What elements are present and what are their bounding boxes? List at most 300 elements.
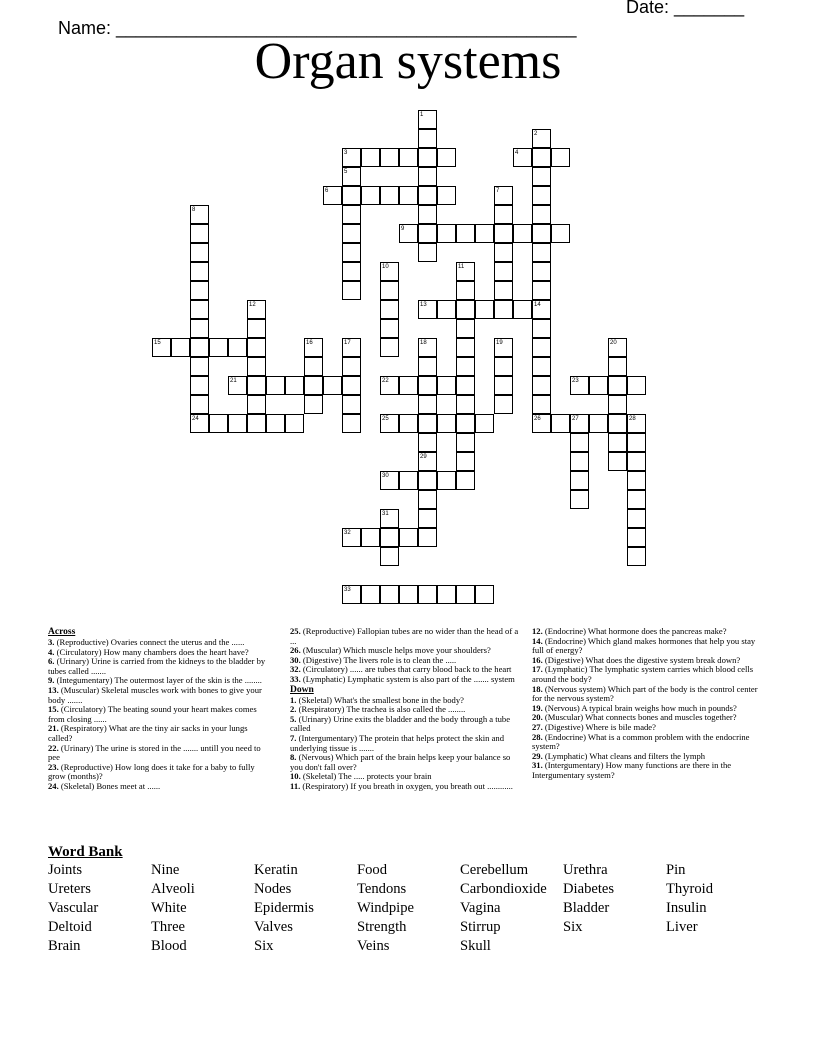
crossword-cell[interactable] xyxy=(494,376,513,395)
word-bank-word: Liver xyxy=(666,919,698,935)
clue-number: 26 xyxy=(534,415,541,422)
clue-number: 32 xyxy=(344,529,351,536)
crossword-cell[interactable] xyxy=(418,167,437,186)
crossword-cell[interactable] xyxy=(342,205,361,224)
crossword-cell[interactable] xyxy=(361,148,380,167)
crossword-cell[interactable] xyxy=(190,300,209,319)
crossword-cell[interactable] xyxy=(532,319,551,338)
clue-text: (Integumentary) The outermost layer of the skin is the ........ xyxy=(56,675,262,686)
clue-text: (Circulatory) ...... are tubes that carry blood back to the heart xyxy=(302,664,512,675)
crossword-cell[interactable] xyxy=(418,509,437,528)
crossword-cell[interactable] xyxy=(209,414,228,433)
crossword-cell[interactable] xyxy=(266,376,285,395)
clue-text: (Reproductive) Fallopian tubes are no wider than the head of a ... xyxy=(290,626,519,646)
crossword-cell[interactable] xyxy=(209,338,228,357)
clue-text: (Circulatory) The beating sound your heart makes comes from closing ...... xyxy=(48,704,257,724)
crossword-cell[interactable] xyxy=(418,357,437,376)
clue-text: (Skeletal) The ..... protects your brain xyxy=(302,771,432,782)
crossword-cell[interactable] xyxy=(228,414,247,433)
crossword-cell[interactable] xyxy=(247,319,266,338)
clue-text: (Respiratory) What are the tiny air sacks in your lungs called? xyxy=(48,723,248,743)
clue xyxy=(48,744,272,763)
crossword-cell[interactable] xyxy=(627,528,646,547)
crossword-cell[interactable] xyxy=(532,338,551,357)
clue-number: 21 xyxy=(230,377,237,384)
clue-number: 25 xyxy=(382,415,389,422)
crossword-cell[interactable] xyxy=(418,585,437,604)
clue-number-label: 17. xyxy=(532,664,545,675)
clue-number-label: 2. xyxy=(290,704,299,715)
clue-number-label: 9. xyxy=(48,675,57,686)
clue-number: 33 xyxy=(344,586,351,593)
word-bank-title: Word Bank xyxy=(48,844,123,860)
clue-number: 18 xyxy=(420,339,427,346)
clue-text: (Skeletal) What's the smallest bone in the body? xyxy=(298,694,464,705)
clue-number-label: 24. xyxy=(48,780,61,791)
crossword-cell[interactable] xyxy=(532,243,551,262)
crossword-cell[interactable] xyxy=(380,338,399,357)
word-bank-word: Six xyxy=(254,938,274,954)
word-bank-column xyxy=(563,861,614,937)
clue-number-label: 22. xyxy=(48,742,61,753)
clue-heading: Across xyxy=(48,627,76,637)
crossword-cell[interactable] xyxy=(304,395,323,414)
clue-number-label: 20. xyxy=(532,712,545,723)
clue-number: 10 xyxy=(382,263,389,270)
clue xyxy=(532,733,758,752)
clue xyxy=(532,665,758,684)
crossword-cell[interactable] xyxy=(456,452,475,471)
crossword-cell[interactable] xyxy=(418,205,437,224)
clue-text: (Reproductive) Ovaries connect the uterus and the ...... xyxy=(56,637,245,647)
crossword-cell[interactable] xyxy=(418,224,437,243)
crossword-cell[interactable] xyxy=(494,300,513,319)
word-bank-word: Carbondioxide xyxy=(460,881,547,897)
crossword-cell[interactable] xyxy=(361,585,380,604)
clue-number-label: 23. xyxy=(48,761,61,772)
crossword-cell[interactable] xyxy=(570,490,589,509)
crossword-cell[interactable] xyxy=(342,376,361,395)
word-bank-word: Nodes xyxy=(254,881,292,897)
crossword-cell[interactable] xyxy=(437,471,456,490)
clue-text: (Skeletal) Bones meet at ...... xyxy=(60,780,161,791)
crossword-cell[interactable] xyxy=(399,528,418,547)
crossword-cell[interactable] xyxy=(190,395,209,414)
crossword-cell[interactable] xyxy=(570,471,589,490)
clue-number: 24 xyxy=(192,415,199,422)
clue-number: 12 xyxy=(249,301,256,308)
crossword-cell[interactable] xyxy=(437,585,456,604)
word-bank-word: Pin xyxy=(666,862,686,878)
word-bank-word: Six xyxy=(563,919,583,935)
crossword-cell[interactable] xyxy=(399,376,418,395)
crossword-cell[interactable] xyxy=(418,148,437,167)
clue-text: (Muscular) Skeletal muscles work with bones to give your body ....... xyxy=(48,684,262,705)
crossword-cell[interactable] xyxy=(247,414,266,433)
crossword-cell[interactable] xyxy=(475,224,494,243)
word-bank-word: Insulin xyxy=(666,900,707,916)
crossword-cell[interactable] xyxy=(456,414,475,433)
crossword-cell[interactable] xyxy=(342,243,361,262)
page-title: Organ systems xyxy=(254,33,562,90)
crossword-cell[interactable] xyxy=(494,224,513,243)
clue-number: 17 xyxy=(344,339,351,346)
crossword-cell[interactable] xyxy=(418,395,437,414)
crossword-cell[interactable] xyxy=(551,414,570,433)
crossword-cell[interactable] xyxy=(608,395,627,414)
crossword-cell[interactable] xyxy=(190,338,209,357)
clue xyxy=(48,686,272,705)
crossword-cell[interactable] xyxy=(551,148,570,167)
clue-number-label: 14. xyxy=(532,635,545,646)
clue-number-label: 7. xyxy=(290,732,299,743)
clue xyxy=(290,675,520,685)
crossword-cell[interactable] xyxy=(285,414,304,433)
crossword-cell[interactable] xyxy=(532,186,551,205)
crossword-cell[interactable] xyxy=(532,148,551,167)
crossword-cell[interactable] xyxy=(627,376,646,395)
crossword-cell[interactable] xyxy=(380,281,399,300)
clue-number: 23 xyxy=(572,377,579,384)
clue-number-label: 32. xyxy=(290,664,303,675)
clue-number-label: 31. xyxy=(532,760,545,771)
clue-heading: Down xyxy=(290,684,314,695)
word-bank-word: Vascular xyxy=(48,900,99,916)
crossword-cell[interactable] xyxy=(456,395,475,414)
clue-text: (Endocrine) What is a common problem with the endocrine system? xyxy=(532,731,750,752)
crossword-cell[interactable] xyxy=(418,528,437,547)
clue xyxy=(290,715,520,734)
crossword-cell[interactable] xyxy=(456,319,475,338)
crossword-cell[interactable] xyxy=(342,186,361,205)
crossword-cell[interactable] xyxy=(437,148,456,167)
clue-number: 1 xyxy=(420,111,424,118)
crossword-cell[interactable] xyxy=(285,376,304,395)
clues-column-3 xyxy=(532,627,758,781)
word-bank-word: Food xyxy=(357,862,388,878)
crossword-cell[interactable] xyxy=(627,490,646,509)
clue-number-label: 13. xyxy=(48,684,61,695)
crossword-cell[interactable] xyxy=(323,376,342,395)
clue-text: (Urinary) Urine exits the bladder and the body through a tube called xyxy=(290,713,511,734)
clue-number-label: 30. xyxy=(290,654,303,665)
crossword-cell[interactable] xyxy=(532,281,551,300)
clue-number: 19 xyxy=(496,339,503,346)
word-bank-word: White xyxy=(151,900,187,916)
crossword-cell[interactable] xyxy=(380,528,399,547)
clue-number-label: 26. xyxy=(290,645,303,656)
crossword-cell[interactable] xyxy=(532,357,551,376)
word-bank-word: Urethra xyxy=(563,862,608,878)
crossword-cell[interactable] xyxy=(418,490,437,509)
crossword-cell[interactable] xyxy=(456,585,475,604)
crossword-cell[interactable] xyxy=(380,547,399,566)
crossword-cell[interactable] xyxy=(532,224,551,243)
clue-number: 27 xyxy=(572,415,579,422)
crossword-cell[interactable] xyxy=(532,167,551,186)
clue-number: 9 xyxy=(401,225,405,232)
crossword-cell[interactable] xyxy=(456,224,475,243)
word-bank-word: Diabetes xyxy=(563,881,615,897)
crossword-cell[interactable] xyxy=(475,414,494,433)
clue-number-label: 16. xyxy=(532,654,545,665)
clue-text: (Urinary) The urine is stored in the ....... untill you need to pee xyxy=(48,742,261,763)
clue xyxy=(532,685,758,704)
crossword-cell[interactable] xyxy=(380,319,399,338)
clue xyxy=(48,657,272,676)
crossword-cell[interactable] xyxy=(570,433,589,452)
crossword-cell[interactable] xyxy=(190,243,209,262)
clue-number: 15 xyxy=(154,339,161,346)
crossword-cell[interactable] xyxy=(190,224,209,243)
crossword-cell[interactable] xyxy=(532,205,551,224)
clue-number-label: 10. xyxy=(290,771,303,782)
crossword-cell[interactable] xyxy=(380,585,399,604)
crossword-cell[interactable] xyxy=(190,319,209,338)
crossword-cell[interactable] xyxy=(437,300,456,319)
clue-number-label: 5. xyxy=(290,713,299,724)
word-bank-word: Blood xyxy=(151,938,187,954)
crossword-cell[interactable] xyxy=(608,357,627,376)
word-bank-word: Valves xyxy=(254,919,293,935)
clue-text: (Urinary) Urine is carried from the kidneys to the bladder by tubes called ....... xyxy=(48,656,266,676)
crossword-cell[interactable] xyxy=(418,433,437,452)
crossword-cell[interactable] xyxy=(228,338,247,357)
crossword-cell[interactable] xyxy=(418,376,437,395)
word-bank-column xyxy=(48,861,98,956)
clue-text: (Nervous system) Which part of the body is the control center for the nervous system? xyxy=(532,683,758,704)
clue-number: 16 xyxy=(306,339,313,346)
crossword-cell[interactable] xyxy=(380,186,399,205)
word-bank-word: Vagina xyxy=(460,900,501,916)
word-bank-column xyxy=(357,861,414,956)
clue-text: (Reproductive) How long does it take for a baby to fully grow (months)? xyxy=(48,761,255,782)
clue-number: 28 xyxy=(629,415,636,422)
word-bank-word: Alveoli xyxy=(151,881,195,897)
word-bank-word: Windpipe xyxy=(357,900,414,916)
word-bank-word: Skull xyxy=(460,938,491,954)
word-bank-word: Joints xyxy=(48,862,83,878)
crossword-cell[interactable] xyxy=(418,243,437,262)
crossword-cell[interactable] xyxy=(570,452,589,471)
crossword-cell[interactable] xyxy=(456,433,475,452)
crossword-cell[interactable] xyxy=(494,357,513,376)
crossword-cell[interactable] xyxy=(190,262,209,281)
clue-text: (Digestive) The livers role is to clean the ..... xyxy=(302,654,457,665)
clue-number-label: 11. xyxy=(290,780,303,791)
crossword-cell[interactable] xyxy=(513,300,532,319)
crossword-cell[interactable] xyxy=(627,471,646,490)
clue xyxy=(48,782,272,792)
crossword-cell[interactable] xyxy=(342,262,361,281)
clue-number: 7 xyxy=(496,187,500,194)
word-bank-word: Deltoid xyxy=(48,919,92,935)
crossword-cell[interactable] xyxy=(342,224,361,243)
clue-number: 30 xyxy=(382,472,389,479)
crossword-cell[interactable] xyxy=(247,395,266,414)
crossword-cell[interactable] xyxy=(418,186,437,205)
clue-number-label: 25. xyxy=(290,626,303,636)
crossword-cell[interactable] xyxy=(247,357,266,376)
crossword-cell[interactable] xyxy=(551,224,570,243)
clue-number-label: 8. xyxy=(290,752,299,763)
clue xyxy=(290,734,520,753)
crossword-cell[interactable] xyxy=(342,414,361,433)
clue-text: (Endocrine) Which gland makes hormones that help you stay full of energy? xyxy=(532,635,756,656)
clue-text: (Lymphatic) The lymphatic system carries which blood cells around the body? xyxy=(532,664,754,684)
word-bank-column xyxy=(151,861,195,956)
crossword-cell[interactable] xyxy=(608,452,627,471)
clue-number-label: 6. xyxy=(48,656,57,667)
clue xyxy=(532,637,758,656)
crossword-cell[interactable] xyxy=(190,357,209,376)
crossword-cell[interactable] xyxy=(190,376,209,395)
date-field[interactable]: Date: _______ xyxy=(626,0,745,17)
clue-text: (Lymphatic) Lymphatic system is also part of the ....... system xyxy=(302,673,515,684)
clue-text: (Endocrine) What hormone does the pancreas make? xyxy=(544,626,727,636)
clue-number: 6 xyxy=(325,187,329,194)
crossword-cell[interactable] xyxy=(475,585,494,604)
word-bank-column xyxy=(254,861,314,956)
clue-number-label: 4. xyxy=(48,646,57,657)
crossword-cell[interactable] xyxy=(437,224,456,243)
clue-number-label: 28. xyxy=(532,731,545,742)
crossword-cell[interactable] xyxy=(608,433,627,452)
crossword-cell[interactable] xyxy=(627,452,646,471)
clue xyxy=(48,724,272,743)
clue-number-label: 21. xyxy=(48,723,61,734)
crossword-cell[interactable] xyxy=(342,281,361,300)
crossword-cell[interactable] xyxy=(247,338,266,357)
clue-number: 2 xyxy=(534,130,538,137)
name-field[interactable]: Name: ______________________________________________ xyxy=(58,18,577,38)
crossword-cell[interactable] xyxy=(494,395,513,414)
crossword-cell[interactable] xyxy=(361,528,380,547)
clue xyxy=(290,753,520,772)
crossword-cell[interactable] xyxy=(171,338,190,357)
clue-number-label: 15. xyxy=(48,704,61,715)
word-bank-word: Bladder xyxy=(563,900,610,916)
crossword-cell[interactable] xyxy=(418,129,437,148)
clue-text: (Lymphatic) What cleans and filters the lymph xyxy=(544,750,706,761)
crossword-cell[interactable] xyxy=(494,262,513,281)
word-bank-word: Three xyxy=(151,919,186,935)
clue-number-label: 1. xyxy=(290,694,299,705)
clue-number-label: 19. xyxy=(532,702,545,713)
word-bank-word: Tendons xyxy=(357,881,407,897)
clue-number: 3 xyxy=(344,149,348,156)
clue-text: (Respiratory) The trachea is also called the ........ xyxy=(298,704,466,715)
clue-number-label: 3. xyxy=(48,637,57,647)
clue-number: 13 xyxy=(420,301,427,308)
word-bank-word: Stirrup xyxy=(460,919,501,935)
crossword-cell[interactable] xyxy=(589,414,608,433)
clue-number: 5 xyxy=(344,168,348,175)
crossword-cell[interactable] xyxy=(456,357,475,376)
crossword-cell[interactable] xyxy=(627,509,646,528)
crossword-cell[interactable] xyxy=(380,148,399,167)
crossword-cell[interactable] xyxy=(456,281,475,300)
clue-number-label: 29. xyxy=(532,750,545,761)
crossword-cell[interactable] xyxy=(532,262,551,281)
clue xyxy=(290,782,520,792)
word-bank-word: Epidermis xyxy=(254,900,314,916)
word-bank-word: Keratin xyxy=(254,862,298,878)
crossword-cell[interactable] xyxy=(380,300,399,319)
crossword-cell[interactable] xyxy=(418,414,437,433)
crossword-cell[interactable] xyxy=(399,585,418,604)
crossword-cell[interactable] xyxy=(437,414,456,433)
crossword-cell[interactable] xyxy=(456,376,475,395)
word-bank-word: Ureters xyxy=(48,881,91,897)
crossword-cell[interactable] xyxy=(437,186,456,205)
word-bank-word: Brain xyxy=(48,938,81,954)
crossword-cell[interactable] xyxy=(513,224,532,243)
word-bank-word: Thyroid xyxy=(666,881,714,897)
crossword-cell[interactable] xyxy=(304,376,323,395)
clue-number: 4 xyxy=(515,149,519,156)
clue-text: (Circulatory) How many chambers does the heart have? xyxy=(56,646,249,657)
crossword-cell[interactable] xyxy=(627,433,646,452)
clue-text: (Digestive) Where is bile made? xyxy=(544,721,656,732)
crossword-cell[interactable] xyxy=(456,300,475,319)
crossword-cell[interactable] xyxy=(342,357,361,376)
crossword-cell[interactable] xyxy=(608,376,627,395)
clue-text: (Intergumentary) How many functions are there in the Intergumentary system? xyxy=(532,760,732,780)
clue-number-label: 18. xyxy=(532,683,545,694)
crossword-cell[interactable] xyxy=(456,338,475,357)
crossword-cell[interactable] xyxy=(399,186,418,205)
clue xyxy=(48,763,272,782)
crossword-cell[interactable] xyxy=(627,547,646,566)
crossword-cell[interactable] xyxy=(399,471,418,490)
crossword-cell[interactable] xyxy=(247,376,266,395)
crossword-cell[interactable] xyxy=(494,243,513,262)
clue xyxy=(532,761,758,780)
word-bank-column xyxy=(666,861,713,937)
clue-text: (Respiratory) If you breath in oxygen, you breath out ............ xyxy=(302,780,513,791)
crossword-cell[interactable] xyxy=(190,281,209,300)
crossword-cell[interactable] xyxy=(304,357,323,376)
crossword-cell[interactable] xyxy=(266,414,285,433)
crossword-cell[interactable] xyxy=(532,395,551,414)
crossword-cell[interactable] xyxy=(475,300,494,319)
crossword-cell[interactable] xyxy=(494,205,513,224)
clue-number-label: 33. xyxy=(290,673,303,684)
clue-number: 31 xyxy=(382,510,389,517)
crossword-cell[interactable] xyxy=(399,414,418,433)
crossword-cell[interactable] xyxy=(361,186,380,205)
word-bank-word: Nine xyxy=(151,862,180,878)
clue-number: 20 xyxy=(610,339,617,346)
crossword-cell[interactable] xyxy=(494,281,513,300)
clue xyxy=(48,705,272,724)
clue-text: (Nervous) Which part of the brain helps keep your balance so you don't fall over? xyxy=(290,752,511,772)
crossword-cell[interactable] xyxy=(399,148,418,167)
clue xyxy=(290,627,520,646)
clue-text: (Digestive) What does the digestive system break down? xyxy=(544,654,741,665)
crossword-cell[interactable] xyxy=(608,414,627,433)
crossword-cell[interactable] xyxy=(342,395,361,414)
clue-text: (Intergumentary) The protein that helps protect the skin and underlying tissue is ....... xyxy=(290,732,504,753)
clue-number-label: 12. xyxy=(532,626,545,636)
clues-column-2 xyxy=(290,627,520,792)
crossword-cell[interactable] xyxy=(532,376,551,395)
crossword-cell[interactable] xyxy=(418,471,437,490)
crossword-cell[interactable] xyxy=(589,376,608,395)
crossword-cell[interactable] xyxy=(456,471,475,490)
crossword-cell[interactable] xyxy=(437,376,456,395)
